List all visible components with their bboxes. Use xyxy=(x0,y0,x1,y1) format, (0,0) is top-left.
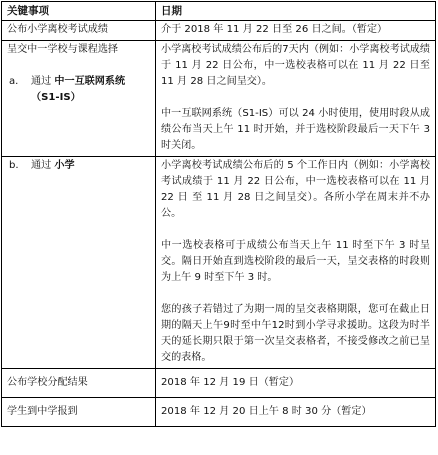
row-submission-item xyxy=(2,41,156,157)
table-row xyxy=(2,21,436,41)
row-submission-date xyxy=(156,41,436,157)
row-psle-results-item: 公布小学离校考试成绩 xyxy=(2,21,156,41)
row-allocation-date: 2018 年 12 月 19 日（暂定） xyxy=(156,369,436,398)
s1is-window-text: 小学离校考试成绩公布后的7天内（例如：小学离校考试成绩于 11 月 22 日公布，中一选校表格可以在 11 月 22 日至 11 月 28 日之间呈交）。 xyxy=(161,44,430,87)
primary-extension-text: 您的孩子若错过了为期一周的呈交表格期限，您可在截止日期的隔天上午9时至中午12时到小学寻求援助。这段为时半天的延长期只限于第一次呈交表格者，不接受修改之前已呈交的表格。 xyxy=(161,304,430,363)
key-dates-table xyxy=(1,1,436,427)
option-a-line xyxy=(7,74,150,90)
option-b-name: 小学 xyxy=(54,160,75,171)
table-header-row xyxy=(2,2,436,21)
row-primary-school-date xyxy=(156,157,436,369)
header-key-item: 关键事项 xyxy=(2,2,156,21)
option-a-prefix: 通过 xyxy=(31,76,52,87)
option-a-marker: a. xyxy=(9,76,19,87)
option-a-code: （S1-IS） xyxy=(31,92,81,103)
row-primary-school-item xyxy=(2,157,156,369)
header-date: 日期 xyxy=(156,2,436,21)
primary-window-text: 小学离校考试成绩公布后的 5 个工作日内（例如：小学离校考试成绩于 11 月 22 日公布，中一选校表格可以在 11 月 22 日 至 11 月 28 日之间呈交）。各所小学在周末并不办公。 xyxy=(161,160,430,219)
table-row xyxy=(2,41,436,157)
row-reporting-item: 学生到中学报到 xyxy=(2,398,156,427)
table-row xyxy=(2,398,436,427)
table-row xyxy=(2,157,436,369)
row-reporting-date: 2018 年 12 月 20 日上午 8 时 30 分（暂定） xyxy=(156,398,436,427)
option-b-prefix: 通过 xyxy=(31,160,52,171)
option-b-line xyxy=(7,158,150,174)
s1is-hours-text: 中一互联网系统（S1-IS）可以 24 小时使用，使用时段从成绩公布当天上午 11 时开始，并于选校阶段最后一天下午 3 时关闭。 xyxy=(161,108,430,151)
option-b-marker: b. xyxy=(9,160,19,171)
row-psle-results-date: 介于 2018 年 11 月 22 日至 26 日之间。（暂定） xyxy=(156,21,436,41)
option-a-name: 中一互联网系统 xyxy=(54,76,126,87)
primary-hours-text: 中一选校表格可于成绩公布当天上午 11 时至下午 3 时呈交。隔日开始直到选校阶段的最后一天，呈交表格的时段则为上午 9 时至下午 3 时。 xyxy=(161,240,430,283)
table-row xyxy=(2,369,436,398)
row-allocation-item: 公布学校分配结果 xyxy=(2,369,156,398)
submission-item-title: 呈交中一学校与课程选择 xyxy=(7,44,119,55)
